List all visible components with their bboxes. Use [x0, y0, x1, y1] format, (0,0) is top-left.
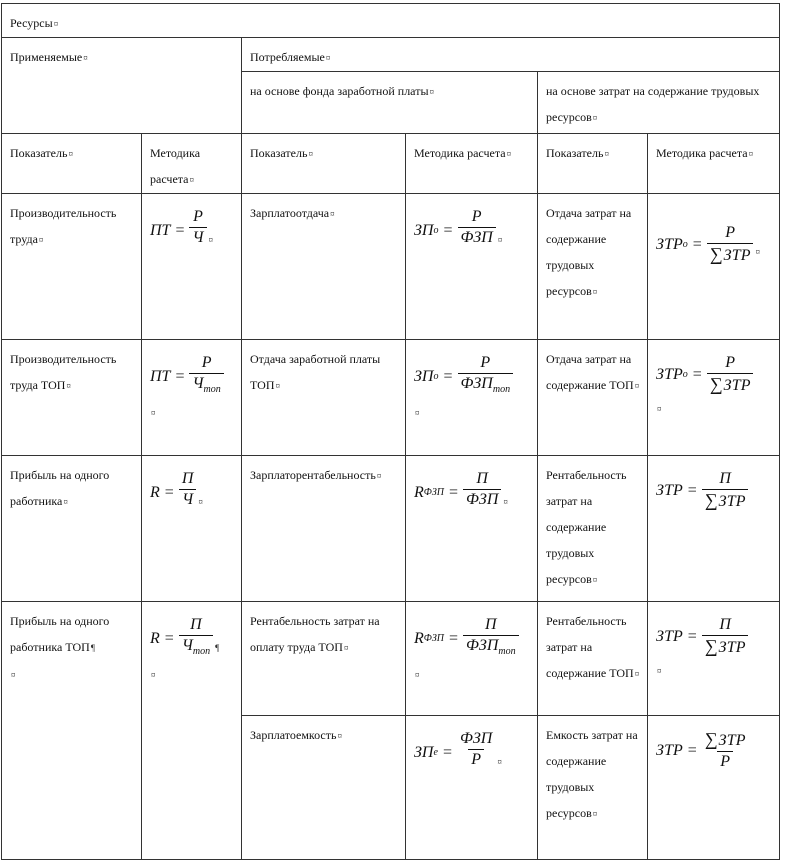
consumed-header: Потребляемые¤ — [242, 38, 780, 72]
labor-indicator: Рентабельность затрат на содержание ТОП¤ — [538, 602, 648, 716]
labor-indicator: Отдача затрат на содержание трудовых ресурсов¤ — [538, 194, 648, 340]
labor-indicator: Емкость затрат на содержание трудовых ресурсов¤ — [538, 716, 648, 860]
wage-indicator: Рентабельность затрат на оплату труда ТОП¤ — [242, 602, 406, 716]
applied-header: Применяемые¤ — [2, 38, 242, 134]
labor-formula: ЗТР = $\frac{П}{\text{∑ЗТР}}$ — [648, 456, 780, 602]
applied-indicator: Производительность труда ТОП¤ — [2, 340, 142, 456]
wage-formula: ЗП е = $\frac{\text{ФЗП}}{Р}$ ¤ — [406, 716, 538, 860]
col-method-applied: Методика расчета¤ — [142, 134, 242, 194]
col-method-wage: Методика расчета¤ — [406, 134, 538, 194]
applied-formula: ПТ = $\frac{Р}{Ч}$ ¤ — [142, 194, 242, 340]
wage-indicator: Отдача заработной платы ТОП¤ — [242, 340, 406, 456]
wage-formula: ЗП о = $\frac{Р}{ФЗП_{топ}}$ ¤ — [406, 340, 538, 456]
wage-fund-header: на основе фонда заработной платы¤ — [242, 72, 538, 134]
labor-indicator: Рентабельность затрат на содержание трудовых ресурсов¤ — [538, 456, 648, 602]
wage-formula: ЗП о = $\frac{Р}{\text{ФЗП}}$ ¤ — [406, 194, 538, 340]
applied-formula: R = $\frac{П}{Ч}$ ¤ — [142, 456, 242, 602]
labor-formula: ЗТР = $\frac{\text{∑ЗТР}}{Р}$ — [648, 716, 780, 860]
applied-indicator: Прибыль на одного работника¤ — [2, 456, 142, 602]
labor-indicator: Отдача затрат на содержание ТОП¤ — [538, 340, 648, 456]
col-indicator-labor: Показатель¤ — [538, 134, 648, 194]
labor-formula: ЗТР о = $\frac{Р}{\text{∑ЗТР}}$ ¤ — [648, 194, 780, 340]
wage-indicator: Зарплаторентабельность¤ — [242, 456, 406, 602]
applied-formula: ПТ = $\frac{Р}{Ч_{топ}}$ ¤ — [142, 340, 242, 456]
resources-header: Ресурсы¤ — [2, 4, 780, 38]
wage-indicator: Зарплатоотдача¤ — [242, 194, 406, 340]
labor-formula: ЗТР = $\frac{П}{\text{∑ЗТР}}$ ¤ — [648, 602, 780, 716]
col-indicator-wage: Показатель¤ — [242, 134, 406, 194]
labor-costs-header: на основе затрат на содержание трудовых ресурсов¤ — [538, 72, 780, 134]
applied-indicator: Прибыль на одного работника ТОП¶ ¤ — [2, 602, 142, 860]
wage-indicator: Зарплатоемкость¤ — [242, 716, 406, 860]
applied-indicator: Производительность труда¤ — [2, 194, 142, 340]
labor-formula: ЗТР о = $\frac{Р}{\text{∑ЗТР}}$ ¤ — [648, 340, 780, 456]
indicator-table — [1, 3, 780, 860]
wage-formula: R ФЗП = $\frac{П}{ФЗП_{топ}}$ ¤ — [406, 602, 538, 716]
col-indicator-applied: Показатель¤ — [2, 134, 142, 194]
col-method-labor: Методика расчета¤ — [648, 134, 780, 194]
applied-formula: R = $\frac{П}{Ч_{топ}}$ ¶ ¤ — [142, 602, 242, 860]
wage-formula: R ФЗП = $\frac{П}{\text{ФЗП}}$ ¤ — [406, 456, 538, 602]
